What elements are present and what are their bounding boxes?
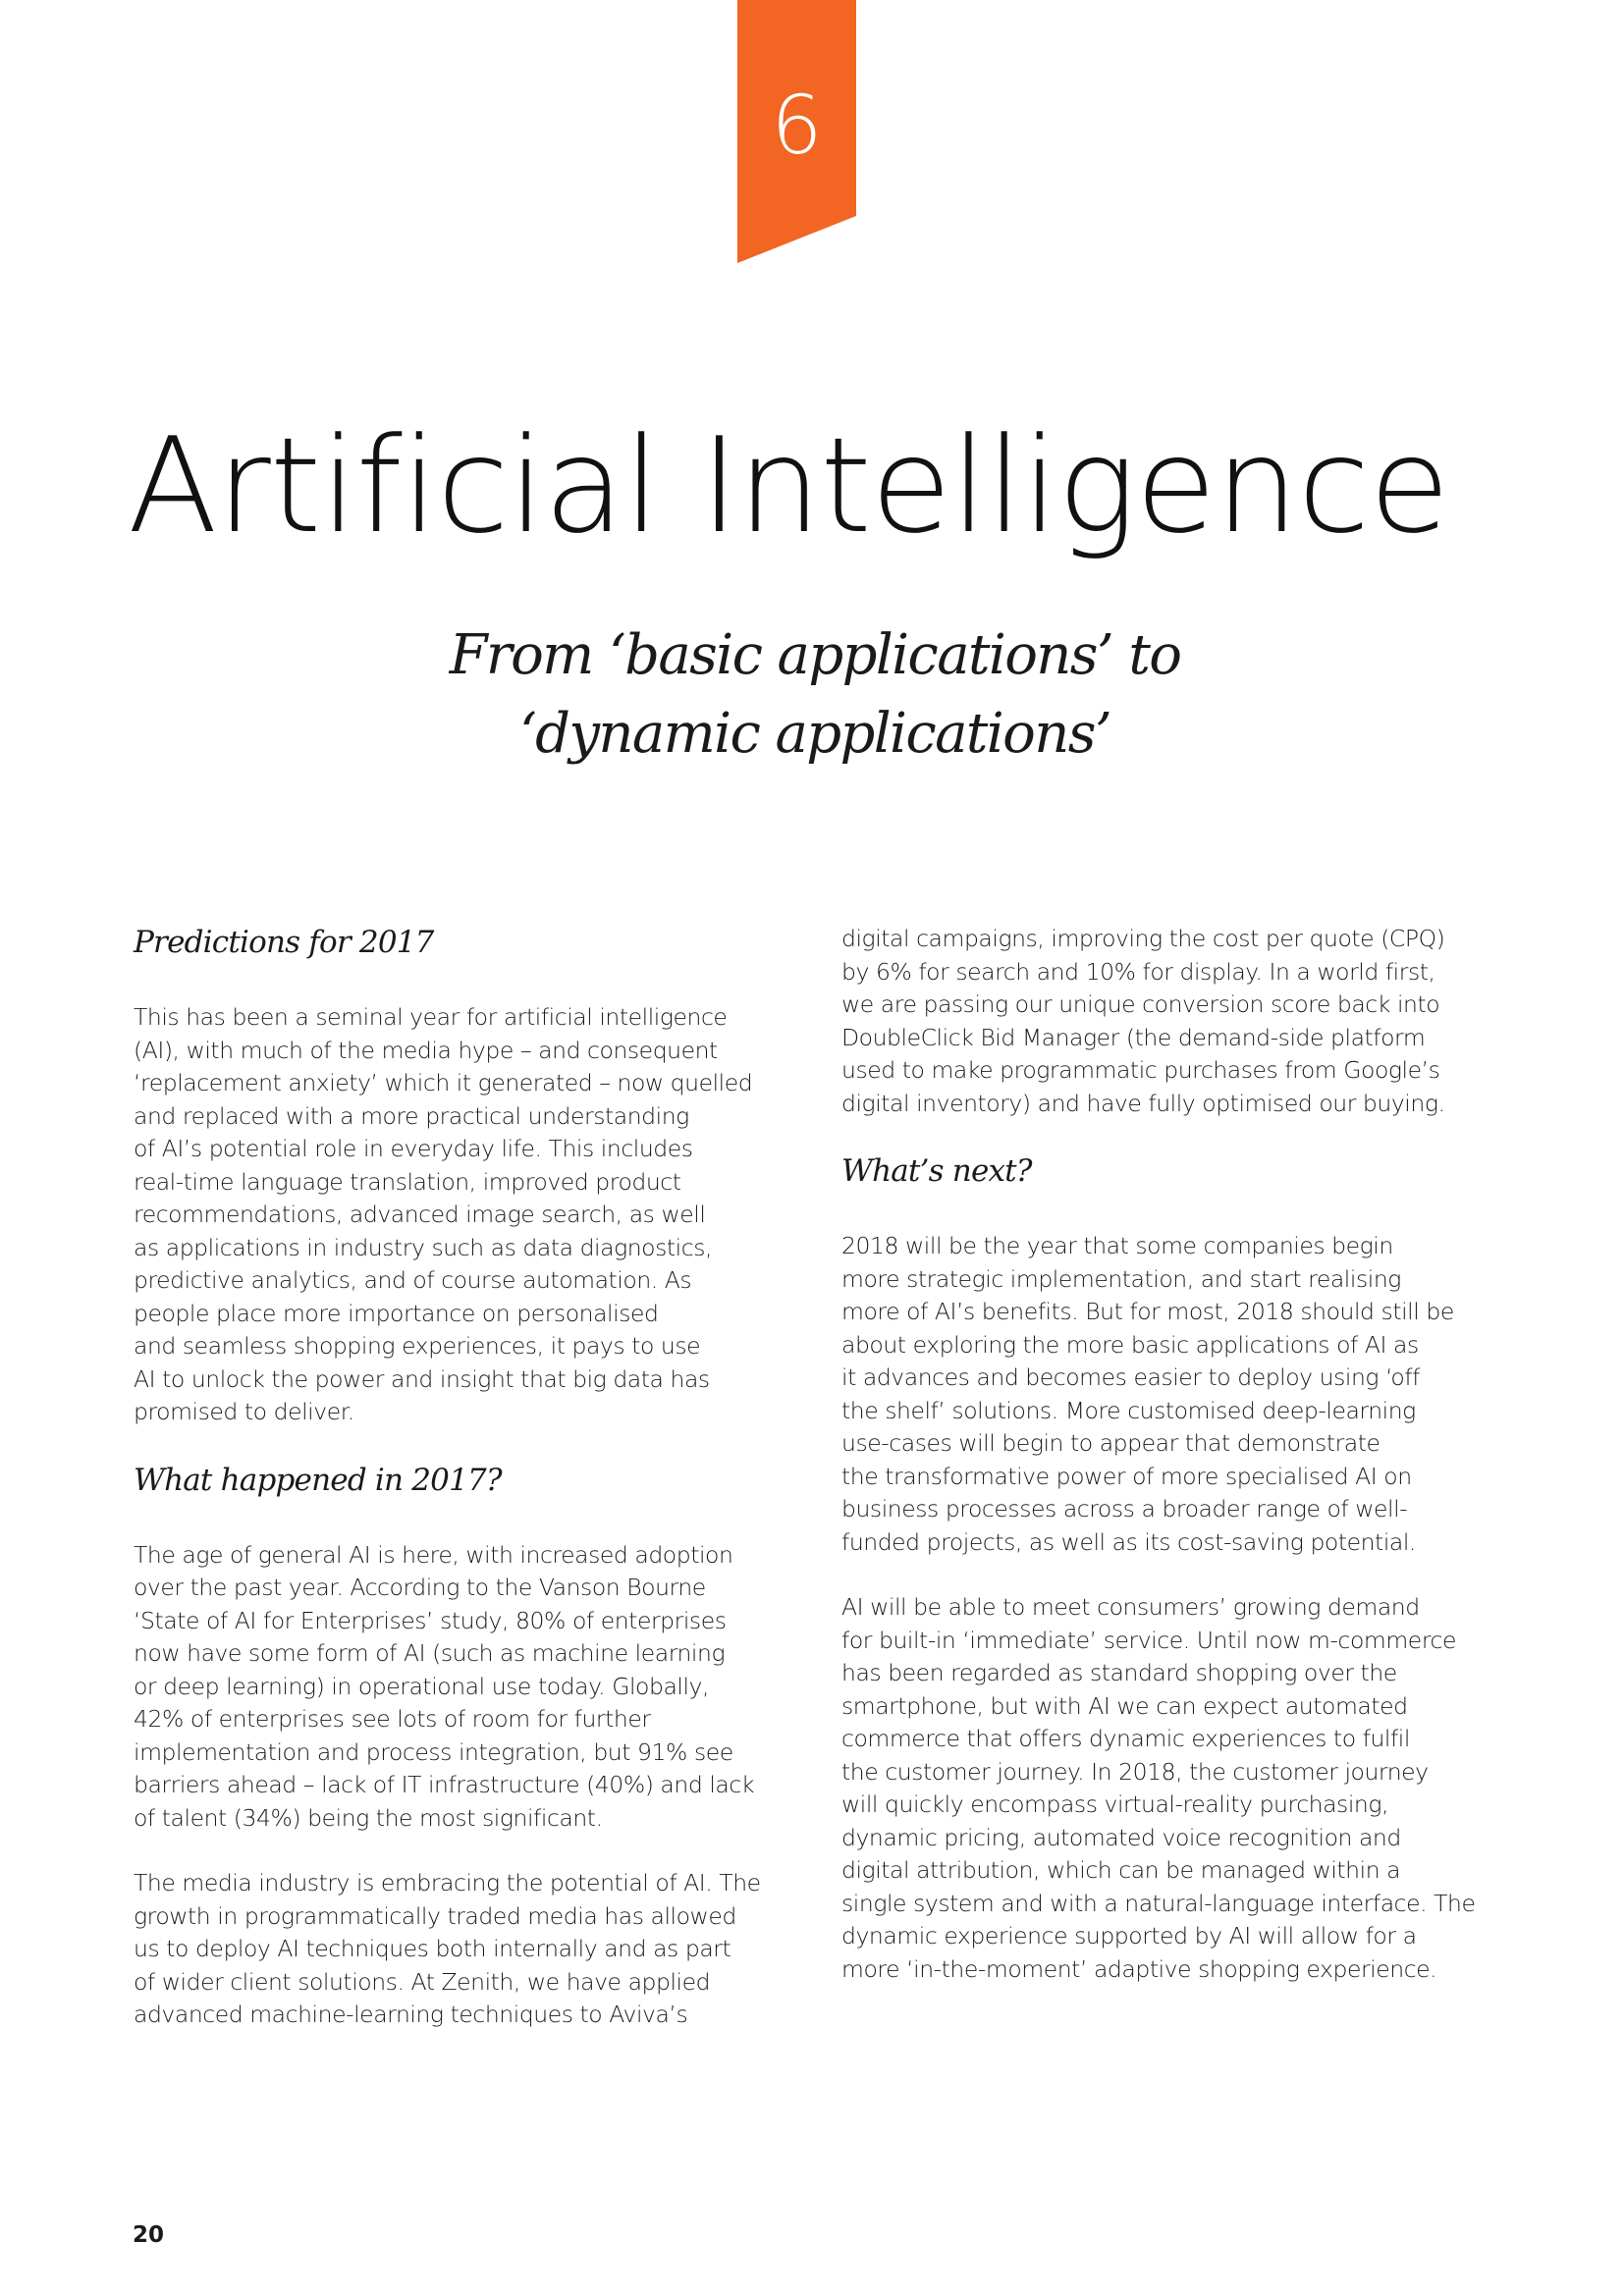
body-line: 2018 will be the year that some companies begin xyxy=(841,1232,1393,1259)
body-line: This has been a seminal year for artificial intelligence xyxy=(134,1003,728,1031)
section-heading: Predictions for 2017 xyxy=(134,925,434,960)
body-line: over the past year. According to the Vanson Bourne xyxy=(134,1574,706,1601)
left-column xyxy=(134,923,801,2032)
body-line: dynamic pricing, automated voice recognition and xyxy=(841,1823,1401,1851)
body-line: and replaced with a more practical understanding xyxy=(134,1101,689,1130)
body-line: 42% of enterprises see lots of room for further xyxy=(134,1705,651,1733)
body-line: The media industry is embracing the potential of AI. The xyxy=(134,1869,761,1896)
section-heading: What’s next? xyxy=(841,1153,1032,1189)
chapter-tab xyxy=(737,0,856,263)
page-title: Artificial Intelligence xyxy=(128,409,1449,562)
body-line: it advances and becomes easier to deploy using ‘off xyxy=(841,1363,1420,1391)
body-paragraph xyxy=(841,1591,1509,1986)
body-line: single system and with a natural-language interface. The xyxy=(841,1889,1476,1917)
body-line: about exploring the more basic applications of AI as xyxy=(841,1330,1419,1359)
spacer xyxy=(841,1559,1509,1591)
body-paragraph xyxy=(841,1230,1509,1559)
body-line: digital attribution, which can be managed within a xyxy=(841,1856,1401,1884)
subtitle-line: ‘dynamic applications’ xyxy=(518,702,1111,766)
section-heading: What happened in 2017? xyxy=(134,1462,502,1498)
body-line: digital inventory) and have fully optimised our buying. xyxy=(841,1089,1445,1117)
body-line: of wider client solutions. At Zenith, we have applied xyxy=(134,1967,711,1996)
body-paragraph xyxy=(134,1867,801,2032)
spacer xyxy=(841,1120,1509,1151)
body-paragraph xyxy=(134,1539,801,1836)
body-line: more ‘in-the-moment’ adaptive shopping experience. xyxy=(841,1954,1437,1983)
body-line: The age of general AI is here, with increased adoption xyxy=(134,1540,733,1569)
body-line: barriers ahead – lack of IT infrastructure (40%) and lack xyxy=(134,1771,754,1798)
body-line: us to deploy AI techniques both internally and as part xyxy=(134,1935,731,1962)
body-line: the shelf’ solutions. More customised deep-learning xyxy=(841,1396,1416,1424)
body-line: by 6% for search and 10% for display. In a world first, xyxy=(841,957,1435,986)
body-line: for built-in ‘immediate’ service. Until now m-commerce xyxy=(841,1626,1456,1654)
body-line: funded projects, as well as its cost-saving potential. xyxy=(841,1527,1416,1556)
spacer xyxy=(134,1835,801,1867)
body-line: promised to deliver. xyxy=(134,1398,354,1425)
spacer xyxy=(134,1429,801,1461)
body-line: smartphone, but with AI we can expect automated xyxy=(841,1691,1408,1720)
body-line: or deep learning) in operational use today. Globally, xyxy=(134,1672,710,1700)
body-line: will quickly encompass virtual-reality purchasing, xyxy=(841,1790,1389,1818)
body-line: real-time language translation, improved product xyxy=(134,1167,681,1196)
body-line: advanced machine-learning techniques to Aviva’s xyxy=(134,2001,688,2028)
body-line: now have some form of AI (such as machine learning xyxy=(134,1639,726,1667)
body-line: used to make programmatic purchases from Google’s xyxy=(841,1056,1440,1084)
body-line: the transformative power of more specialised AI on xyxy=(841,1462,1412,1490)
body-line: use-cases will begin to appear that demonstrate xyxy=(841,1429,1380,1457)
body-paragraph xyxy=(841,923,1509,1120)
body-line: implementation and process integration, but 91% see xyxy=(134,1737,733,1766)
body-line: AI to unlock the power and insight that big data has xyxy=(134,1364,710,1393)
body-line: more of AI’s benefits. But for most, 2018 should still be xyxy=(841,1298,1454,1325)
body-line: we are passing our unique conversion score back into xyxy=(841,990,1440,1018)
spacer xyxy=(134,962,801,1001)
body-line: AI will be able to meet consumers’ growing demand xyxy=(841,1593,1420,1621)
body-line: as applications in industry such as data diagnostics, xyxy=(134,1233,713,1261)
body-line: business processes across a broader range of well- xyxy=(841,1495,1408,1522)
page-subtitle xyxy=(226,616,1404,774)
right-column xyxy=(841,923,1509,1986)
body-line: of talent (34%) being the most significant. xyxy=(134,1803,603,1832)
body-line: the customer journey. In 2018, the customer journey xyxy=(841,1757,1429,1786)
body-line: (AI), with much of the media hype – and consequent xyxy=(134,1036,718,1064)
body-line: people place more importance on personalised xyxy=(134,1299,659,1327)
subtitle-line: From ‘basic applications’ to xyxy=(449,623,1181,687)
spacer xyxy=(134,1500,801,1539)
chapter-number: 6 xyxy=(771,80,823,173)
body-line: of AI’s potential role in everyday life. This includes xyxy=(134,1135,693,1162)
body-line: ‘State of AI for Enterprises’ study, 80% of enterprises xyxy=(134,1606,727,1634)
body-line: predictive analytics, and of course automation. As xyxy=(134,1266,692,1294)
body-paragraph xyxy=(134,1001,801,1429)
body-line: dynamic experience supported by AI will allow for a xyxy=(841,1922,1417,1949)
body-line: and seamless shopping experiences, it pays to use xyxy=(134,1332,701,1360)
body-line: growth in programmatically traded media has allowed xyxy=(134,1901,736,1930)
body-line: ‘replacement anxiety’ which it generated – now quelled xyxy=(134,1069,753,1096)
body-line: DoubleClick Bid Manager (the demand-side platform xyxy=(841,1023,1426,1051)
body-line: has been regarded as standard shopping over the xyxy=(841,1659,1397,1686)
spacer xyxy=(841,1191,1509,1230)
body-line: more strategic implementation, and start realising xyxy=(841,1264,1401,1293)
body-line: digital campaigns, improving the cost per quote (CPQ) xyxy=(841,925,1445,952)
body-line: recommendations, advanced image search, as well xyxy=(134,1201,706,1228)
body-line: commerce that offers dynamic experiences to fulfil xyxy=(841,1725,1410,1752)
page-number: 20 xyxy=(133,2222,165,2248)
